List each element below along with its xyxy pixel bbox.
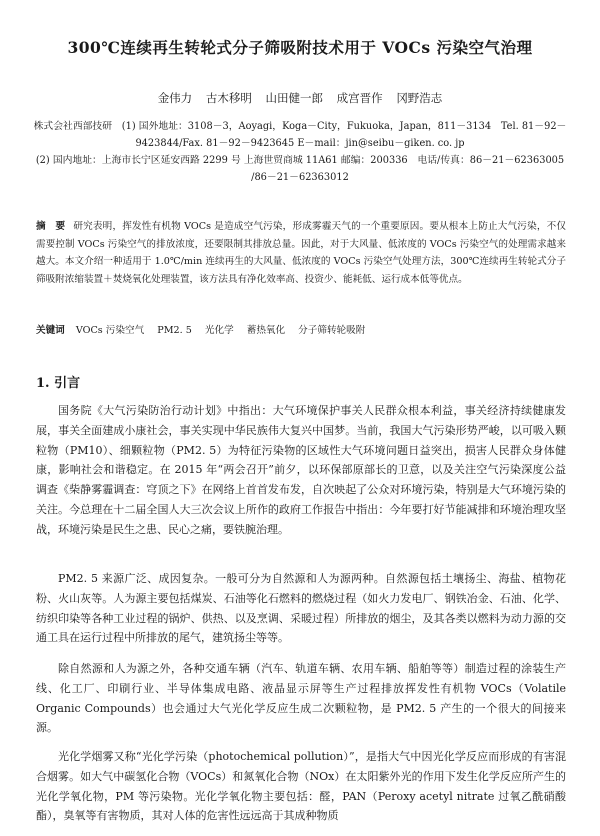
body-paragraph: 除自然源和人为源之外，各种交通车辆（汽车、轨道车辆、农用车辆、船舶等等）制造过程的涂装生产线、化工厂、印刷行业、半导体集成电路、液晶显示屏等生产过程排放挥发性有机物 VOCs（Volatile Organic Compounds）也会通过大气光化学反应生成二次颗粒物，是 PM2. 5 产生的一个很大的间接来源。 bbox=[36, 662, 566, 735]
abstract-label: 摘 要 bbox=[36, 221, 66, 232]
abstract bbox=[36, 218, 566, 288]
keywords bbox=[36, 322, 566, 339]
author-name: 古木移明 bbox=[205, 91, 252, 105]
section-heading bbox=[36, 372, 80, 391]
author-name: 山田健一郎 bbox=[265, 91, 323, 105]
abstract-text: 研究表明，挥发性有机物 VOCs 是造成空气污染，形成雾霾天气的一个重要原因。要从根本上防止大气污染，不仅需要控制 VOCs 污染空气的排放浓度，还要限制其排放总量。因此，对于大风量、低浓度的 VOCs 污染空气的处理需求越来越大。本文介绍一种适用于 1.0℃/min 连续再生的大风量、低浓度的 VOCs 污染空气处理方法，300℃连续再生转轮式分子筛吸附浓缩装置＋焚烧氧化处理装置，该方法具有净化效率高、投资少、能耗低、运行成本低等优点。 bbox=[36, 221, 567, 285]
body-paragraph: 光化学烟雾又称“光化学污染（photochemical pollution）”，是指大气中因光化学反应而形成的有害混合烟雾。如大气中碳氢化合物（VOCs）和氮氧化合物（NOx）在太阳紫外光的作用下发生化学反应所产生的光化学氧化物，PM 等污染物。光化学氧化物主要包括：醛，PAN（Peroxy acetyl nitrate 过氧乙酰硝酸酯），臭氧等有害物质，其对人体的危害性远远高于其成种物质 bbox=[36, 750, 566, 823]
keyword-item: VOCs 污染空气 bbox=[75, 325, 145, 336]
keyword-item: 分子筛转轮吸附 bbox=[298, 325, 366, 336]
author-name: 金伟力 bbox=[157, 91, 193, 105]
keywords-label: 关键词 bbox=[36, 325, 65, 336]
author-name: 冈野浩志 bbox=[396, 91, 443, 105]
body-paragraph: 国务院《大气污染防治行动计划》中指出：大气环境保护事关人民群众根本利益，事关经济持续健康发展，事关全面建成小康社会，事关实现中华民族伟大复兴中国梦。当前，我国大气污染形势严峻，以可吸入颗粒物（PM10）、细颗粒物（PM2. 5）为特征污染物的区域性大气环境问题日益突出，损害人民群众身体健康，影响社会和谐稳定。在 2015 年“两会召开”前夕，以环保部原部长的卫意，以及关注空气污染深度公益调查《柴静雾霾调查：穹顶之下》在网络上首首发布发，自次映起了公众对环境污染，特别是大气环境污染的关注。今总理在十二届全国人大三次会议上所作的政府工作报告中指出：今年要打好节能减排和环境治理攻坚战，环境污染是民生之患、民心之痛，要铁腕治理。 bbox=[36, 404, 566, 536]
section-number: 1. bbox=[36, 376, 50, 391]
author-name: 成宫晋作 bbox=[336, 91, 383, 105]
keyword-item: 蓄热氧化 bbox=[246, 325, 286, 336]
keyword-item: 光化学 bbox=[204, 325, 234, 336]
keyword-item: PM2. 5 bbox=[157, 325, 192, 336]
affiliation-overseas: 株式会社西部技研 (1) 国外地址：3108－3，Aoyagi，Koga－City，Fukuoka，Japan，811－3134 Tel. 81－92－9423844/Fax. 81－92－9423645 E－mail：jin@seibu－giken. co. jp bbox=[33, 121, 567, 149]
author-list bbox=[0, 90, 600, 106]
paper-title: 300℃连续再生转轮式分子筛吸附技术用于 VOCs 污染空气治理 bbox=[67, 38, 533, 57]
section-title: 引言 bbox=[54, 376, 81, 391]
affiliation-domestic: (2) 国内地址：上海市长宁区延安西路 2299 号 上海世贸商城 11A61 邮编：200336 电话/传真：86－21－62363005 /86－21－62363012 bbox=[35, 155, 565, 183]
body-paragraph: PM2. 5 来源广泛、成因复杂。一般可分为自然源和人为源两种。自然源包括土壤扬尘、海盐、植物花粉、火山灰等。人为源主要包括煤炭、石油等化石燃料的燃烧过程（如火力发电厂、钢铁冶金、石油、化学、纺织印染等各种工业过程的锅炉、供热、以及烹调、采暖过程）所排放的烟尘，及其各类以燃料为动力源的交通工具在运行过程中所排放的尾气，建筑扬尘等等。 bbox=[36, 572, 566, 645]
